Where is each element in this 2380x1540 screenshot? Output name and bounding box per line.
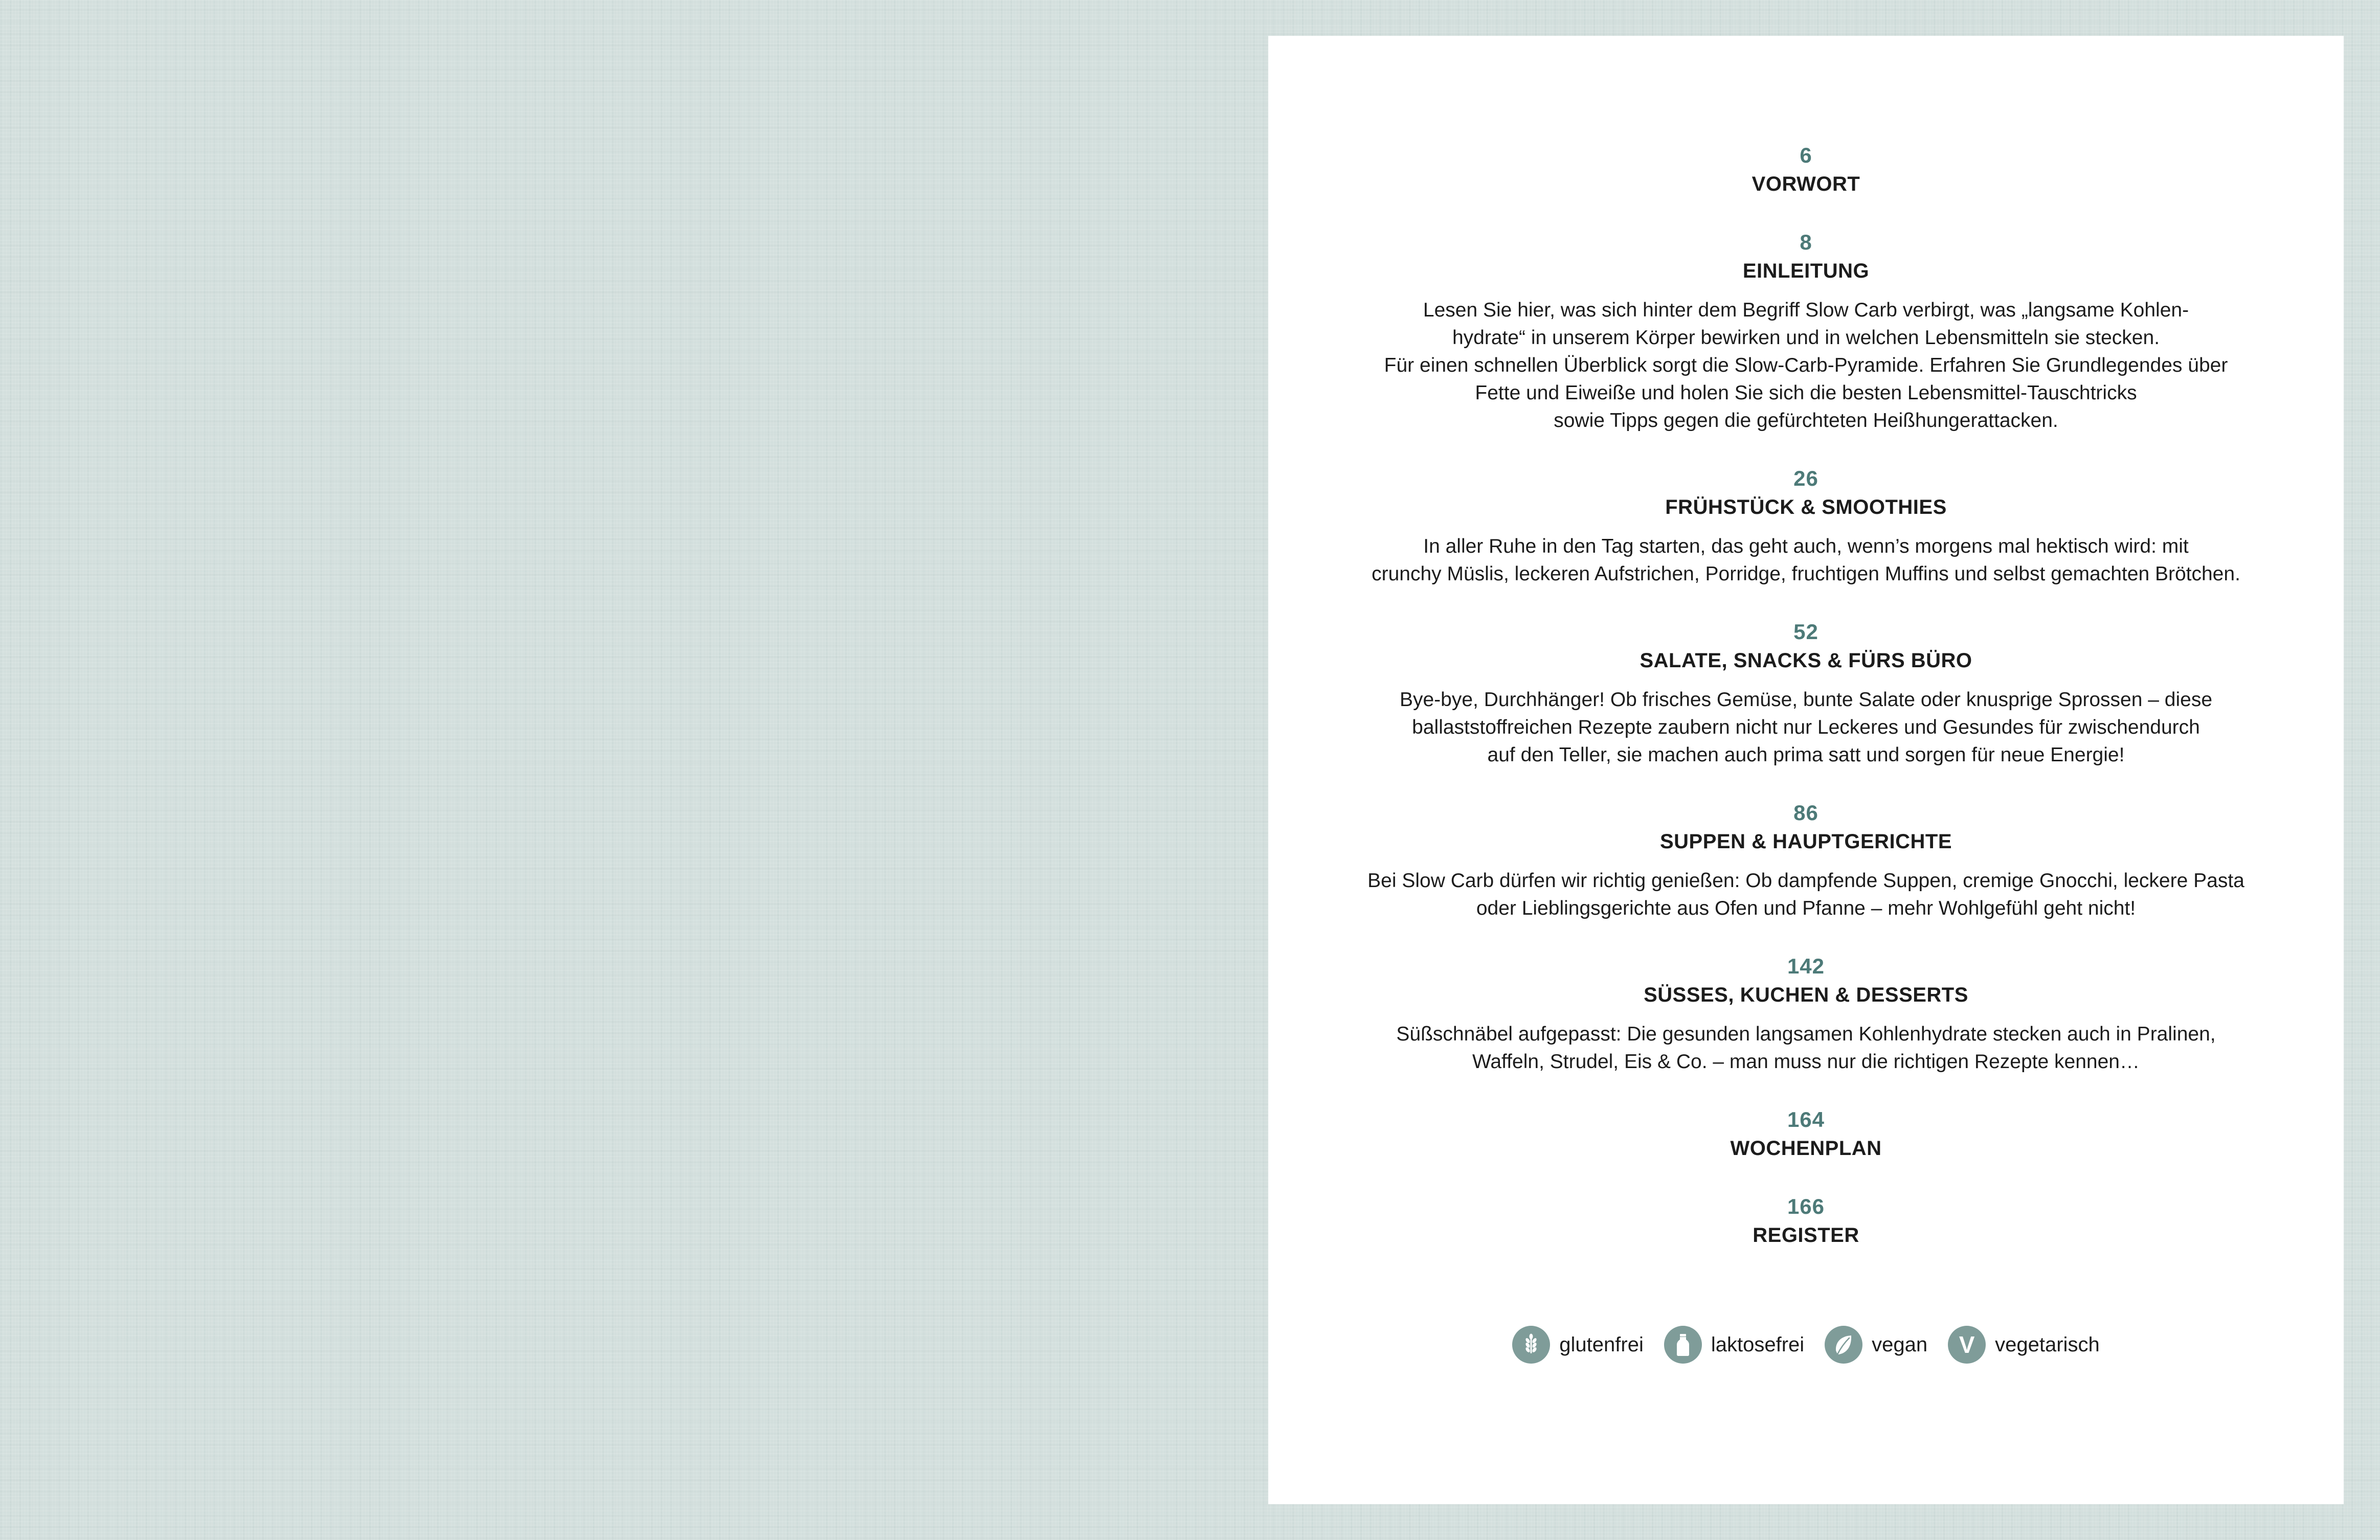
legend-item-laktosefrei	[1664, 1326, 1804, 1364]
toc-page-number: 26	[1793, 466, 1818, 490]
legend-label: vegetarisch	[1995, 1333, 2100, 1356]
toc-entry	[1268, 1105, 2344, 1163]
legend-label: glutenfrei	[1559, 1333, 1644, 1356]
toc-page-number: 6	[1800, 143, 1812, 167]
v-letter: V	[1959, 1331, 1975, 1358]
toc-description-line: ballaststoffreichen Rezepte zaubern nicht nur Leckeres und Gesundes für zwischendurch	[1412, 716, 2200, 738]
toc-description-line: Für einen schnellen Überblick sorgt die Slow-Carb-Pyramide. Erfahren Sie Grundlegendes über	[1384, 354, 2228, 376]
toc-description-line: sowie Tipps gegen die gefürchteten Heißhungerattacken.	[1554, 410, 2058, 432]
toc-entry	[1268, 141, 2344, 198]
toc-description-line: auf den Teller, sie machen auch prima satt und sorgen für neue Energie!	[1487, 744, 2125, 766]
toc-chapter-title: VORWORT	[1752, 173, 1860, 195]
toc-page-number: 142	[1787, 954, 1825, 978]
toc-chapter-title: SALATE, SNACKS & FÜRS BÜRO	[1640, 649, 1972, 672]
toc-description-line: Bei Slow Carb dürfen wir richtig genießen: Ob dampfende Suppen, cremige Gnocchi, leckere Pasta	[1367, 870, 2244, 892]
leaf-icon	[1825, 1326, 1862, 1364]
toc-description-line: Waffeln, Strudel, Eis & Co. – man muss nur die richtigen Rezepte kennen…	[1472, 1051, 2140, 1073]
milk-bottle-icon	[1664, 1326, 1702, 1364]
toc-chapter-description	[1268, 533, 2344, 588]
table-of-contents	[1268, 141, 2344, 1250]
legend-label: laktosefrei	[1711, 1333, 1805, 1356]
table-of-contents-page	[1268, 36, 2344, 1504]
toc-description-line: hydrate“ in unserem Körper bewirken und in welchen Lebensmitteln sie stecken.	[1452, 327, 2160, 349]
toc-page-number: 86	[1793, 801, 1818, 825]
diet-legend	[1268, 1326, 2344, 1364]
toc-description-line: oder Lieblingsgerichte aus Ofen und Pfanne – mehr Wohlgefühl geht nicht!	[1476, 897, 2136, 919]
legend-label: vegan	[1872, 1333, 1928, 1356]
toc-description-line: Bye-bye, Durchhänger! Ob frisches Gemüse, bunte Salate oder knusprige Sprossen – diese	[1399, 689, 2213, 711]
legend-item-glutenfrei	[1512, 1326, 1644, 1364]
toc-entry	[1268, 799, 2344, 922]
toc-description-line: In aller Ruhe in den Tag starten, das geht auch, wenn’s morgens mal hektisch wird: mit	[1423, 535, 2189, 557]
v-letter-icon	[1948, 1326, 1986, 1364]
toc-chapter-description	[1268, 297, 2344, 435]
toc-chapter-description	[1268, 1021, 2344, 1076]
toc-entry	[1268, 228, 2344, 435]
toc-entry	[1268, 464, 2344, 588]
toc-entry	[1268, 618, 2344, 769]
toc-page-number: 8	[1800, 230, 1812, 254]
toc-description-line: Fette und Eiweiße und holen Sie sich die besten Lebensmittel-Tauschtricks	[1475, 382, 2137, 404]
toc-chapter-title: EINLEITUNG	[1742, 260, 1870, 282]
toc-description-line: crunchy Müslis, leckeren Aufstrichen, Porridge, fruchtigen Muffins und selbst gemachten Brötchen.	[1372, 563, 2240, 585]
toc-page-number: 164	[1787, 1107, 1825, 1131]
toc-entry	[1268, 1192, 2344, 1250]
legend-item-vegan	[1825, 1326, 1927, 1364]
toc-chapter-title: WOCHENPLAN	[1730, 1137, 1882, 1160]
toc-description-line: Süßschnäbel aufgepasst: Die gesunden langsamen Kohlenhydrate stecken auch in Pralinen,	[1396, 1023, 2216, 1045]
toc-page-number: 52	[1793, 620, 1818, 644]
toc-chapter-title: FRÜHSTÜCK & SMOOTHIES	[1665, 496, 1947, 518]
toc-chapter-title: SUPPEN & HAUPTGERICHTE	[1659, 830, 1952, 853]
toc-description-line: Lesen Sie hier, was sich hinter dem Begriff Slow Carb verbirgt, was „langsame Kohlen-	[1423, 299, 2189, 321]
toc-chapter-title: REGISTER	[1753, 1224, 1859, 1247]
toc-chapter-title: SÜSSES, KUCHEN & DESSERTS	[1644, 984, 1968, 1006]
toc-chapter-description	[1268, 686, 2344, 769]
toc-entry	[1268, 952, 2344, 1076]
toc-chapter-description	[1268, 867, 2344, 922]
wheat-icon	[1512, 1326, 1550, 1364]
legend-item-vegetarisch	[1948, 1326, 2100, 1364]
toc-page-number: 166	[1787, 1194, 1825, 1218]
